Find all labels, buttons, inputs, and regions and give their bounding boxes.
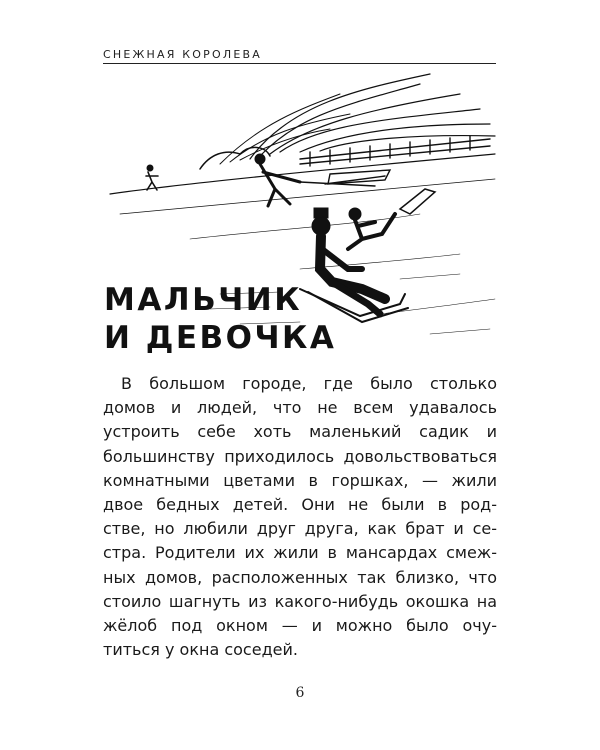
chapter-title-line-2: И ДЕВОЧКА xyxy=(104,320,337,356)
text-line: двое бедных детей. Они не были в род- xyxy=(103,495,497,515)
text-line: ных домов, расположенных так близко, что xyxy=(103,567,497,587)
text-line: стра. Родители их жили в мансардах смеж- xyxy=(103,543,497,563)
chapter-title-line-1: МАЛЬЧИК xyxy=(104,282,303,318)
text-line: жёлоб под окном — и можно было очу- xyxy=(103,616,497,636)
running-header: СНЕЖНАЯ КОРОЛЕВА xyxy=(103,48,496,64)
text-line: В большом городе, где было столько xyxy=(121,374,497,393)
text-line: комнатными цветами в горшках, — жили xyxy=(103,470,497,490)
text-line: стоило шагнуть из какого-нибудь окошка на xyxy=(103,591,497,611)
body-text xyxy=(103,372,497,662)
text-line: устроить себе хоть маленький садик и xyxy=(103,422,497,442)
page-number: 6 xyxy=(295,685,305,701)
text-line: домов и людей, что не всем удавалось xyxy=(103,398,497,418)
text-line: титься у окна соседей. xyxy=(103,640,298,660)
text-line: большинству приходилось довольствоваться xyxy=(103,446,497,466)
text-line: стве, но любили друг друга, как брат и се- xyxy=(103,519,497,539)
chapter-title xyxy=(104,281,336,357)
